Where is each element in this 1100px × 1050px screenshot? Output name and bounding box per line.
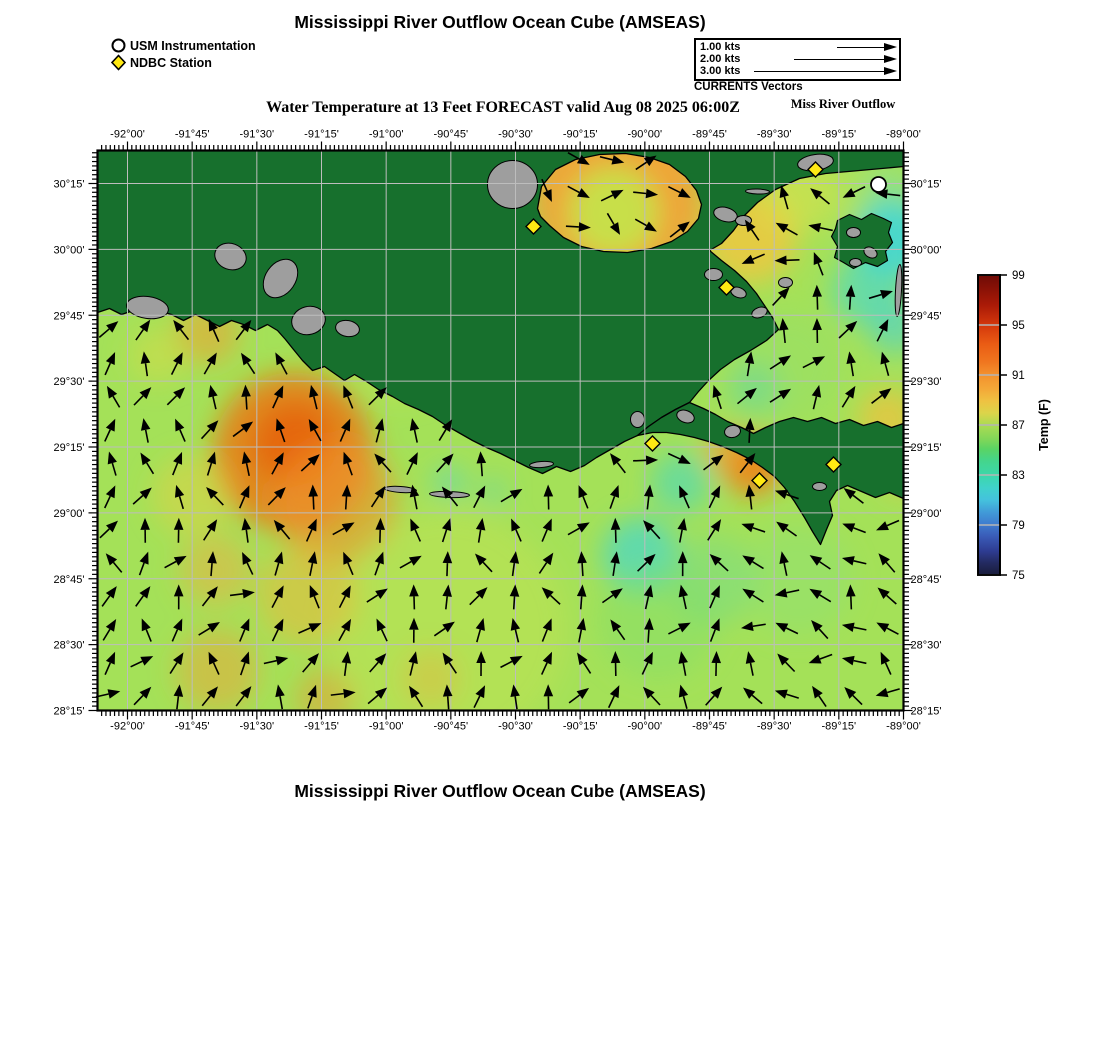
currents-row-3 [700,65,897,77]
lon-tick-label: -91°15' [304,720,339,733]
lon-tick-label: -89°15' [821,720,857,733]
lat-tick-label: 29°00' [910,507,942,520]
lon-tick-label: -91°30' [239,720,275,733]
lat-tick-label: 29°30' [53,376,85,389]
lat-tick-label: 29°15' [53,442,85,454]
lat-tick-label: 28°15' [910,705,942,718]
lon-tick-label: -91°45' [174,720,210,733]
vector-arrow-icon [754,67,897,75]
currents-row-1 [700,41,897,53]
currents-legend-caption: CURRENTS Vectors [694,81,803,93]
currents-speed-label: 3.00 kts [700,65,741,77]
lon-tick-label: -89°00' [886,720,921,733]
lon-tick-label: -89°30' [756,128,792,141]
island-patch [705,269,723,281]
island-patch [745,189,769,195]
lat-tick-label: 28°45' [53,573,85,586]
legend-usm-label: USM Instrumentation [130,38,256,53]
forecast-subtitle: Water Temperature at 13 Feet FORECAST valid Aug 08 2025 06:00Z [266,99,740,116]
usm-circle-icon [110,37,127,54]
ndbc-diamond-icon [110,54,127,71]
legend-row-usm [110,37,256,54]
map-plot-area [54,114,942,751]
miss-river-outflow-label: Miss River Outflow [790,97,896,111]
lon-tick-label: -90°15' [562,128,598,141]
colorbar [978,270,1051,582]
currents-row-2 [700,53,897,65]
lon-tick-label: -90°00' [627,128,663,141]
lat-tick-label: 28°30' [910,639,942,652]
colorbar-tick-label: 83 [1012,470,1025,482]
lon-tick-label: -89°00' [886,128,921,141]
island-patch [850,259,862,267]
lat-tick-label: 29°45' [910,310,942,323]
station-legend [110,37,256,71]
colorbar-tick-label: 91 [1012,370,1025,382]
lon-tick-label: -90°30' [498,128,533,141]
lon-tick-label: -92°00' [110,128,145,141]
colorbar-tick-label: 95 [1012,320,1025,332]
lon-tick-label: -92°00' [110,720,145,733]
lat-tick-label: 29°15' [910,442,942,454]
island-patch [631,412,645,428]
lat-tick-label: 28°45' [910,573,942,586]
colorbar-tick-label: 87 [1012,420,1025,432]
bottom-title: Mississippi River Outflow Ocean Cube (AMSEAS) [294,781,706,801]
lon-tick-label: -90°45' [433,720,469,733]
lat-tick-label: 29°45' [53,310,85,323]
lon-tick-label: -89°45' [692,720,727,733]
colorbar-tick-label: 75 [1012,570,1025,582]
lon-tick-label: -91°15' [304,128,339,141]
vector-arrow-icon [837,43,897,51]
lon-tick-label: -91°00' [368,720,404,733]
marsh-islands [832,214,893,269]
colorbar-tick-label: 99 [1012,270,1025,282]
island-patch [847,228,861,238]
lat-tick-label: 30°15' [910,178,942,191]
legend-ndbc-label: NDBC Station [130,55,212,70]
colorbar-tick-label: 79 [1012,520,1025,532]
colorbar-axis-label: Temp (F) [1037,399,1051,451]
island-patch [488,161,538,209]
page-title: Mississippi River Outflow Ocean Cube (AMSEAS) [294,12,706,32]
currents-legend-box [694,38,901,81]
island-patch [813,483,827,491]
lat-tick-label: 28°15' [53,705,85,718]
lat-tick-label: 30°15' [53,178,85,191]
lon-tick-label: -89°30' [756,720,792,733]
lon-tick-label: -90°45' [433,128,469,141]
lon-tick-label: -89°15' [821,128,857,141]
lon-tick-label: -91°00' [368,128,404,141]
lat-tick-label: 29°30' [910,376,942,389]
lat-tick-label: 29°00' [53,507,85,520]
lon-tick-label: -90°15' [562,720,598,733]
usm-station-marker [871,177,886,192]
currents-speed-label: 1.00 kts [700,41,741,53]
lat-tick-label: 30°00' [53,244,85,257]
lon-tick-label: -90°00' [627,720,663,733]
currents-speed-label: 2.00 kts [700,53,741,65]
lon-tick-label: -91°30' [239,128,275,141]
lat-tick-label: 28°30' [53,639,85,652]
vector-arrow-icon [794,55,897,63]
lon-tick-label: -90°30' [498,720,533,733]
lat-tick-label: 30°00' [910,244,942,257]
lon-tick-label: -89°45' [692,128,727,141]
island-patch [779,278,793,288]
legend-row-ndbc [110,54,256,71]
lon-tick-label: -91°45' [174,128,210,141]
